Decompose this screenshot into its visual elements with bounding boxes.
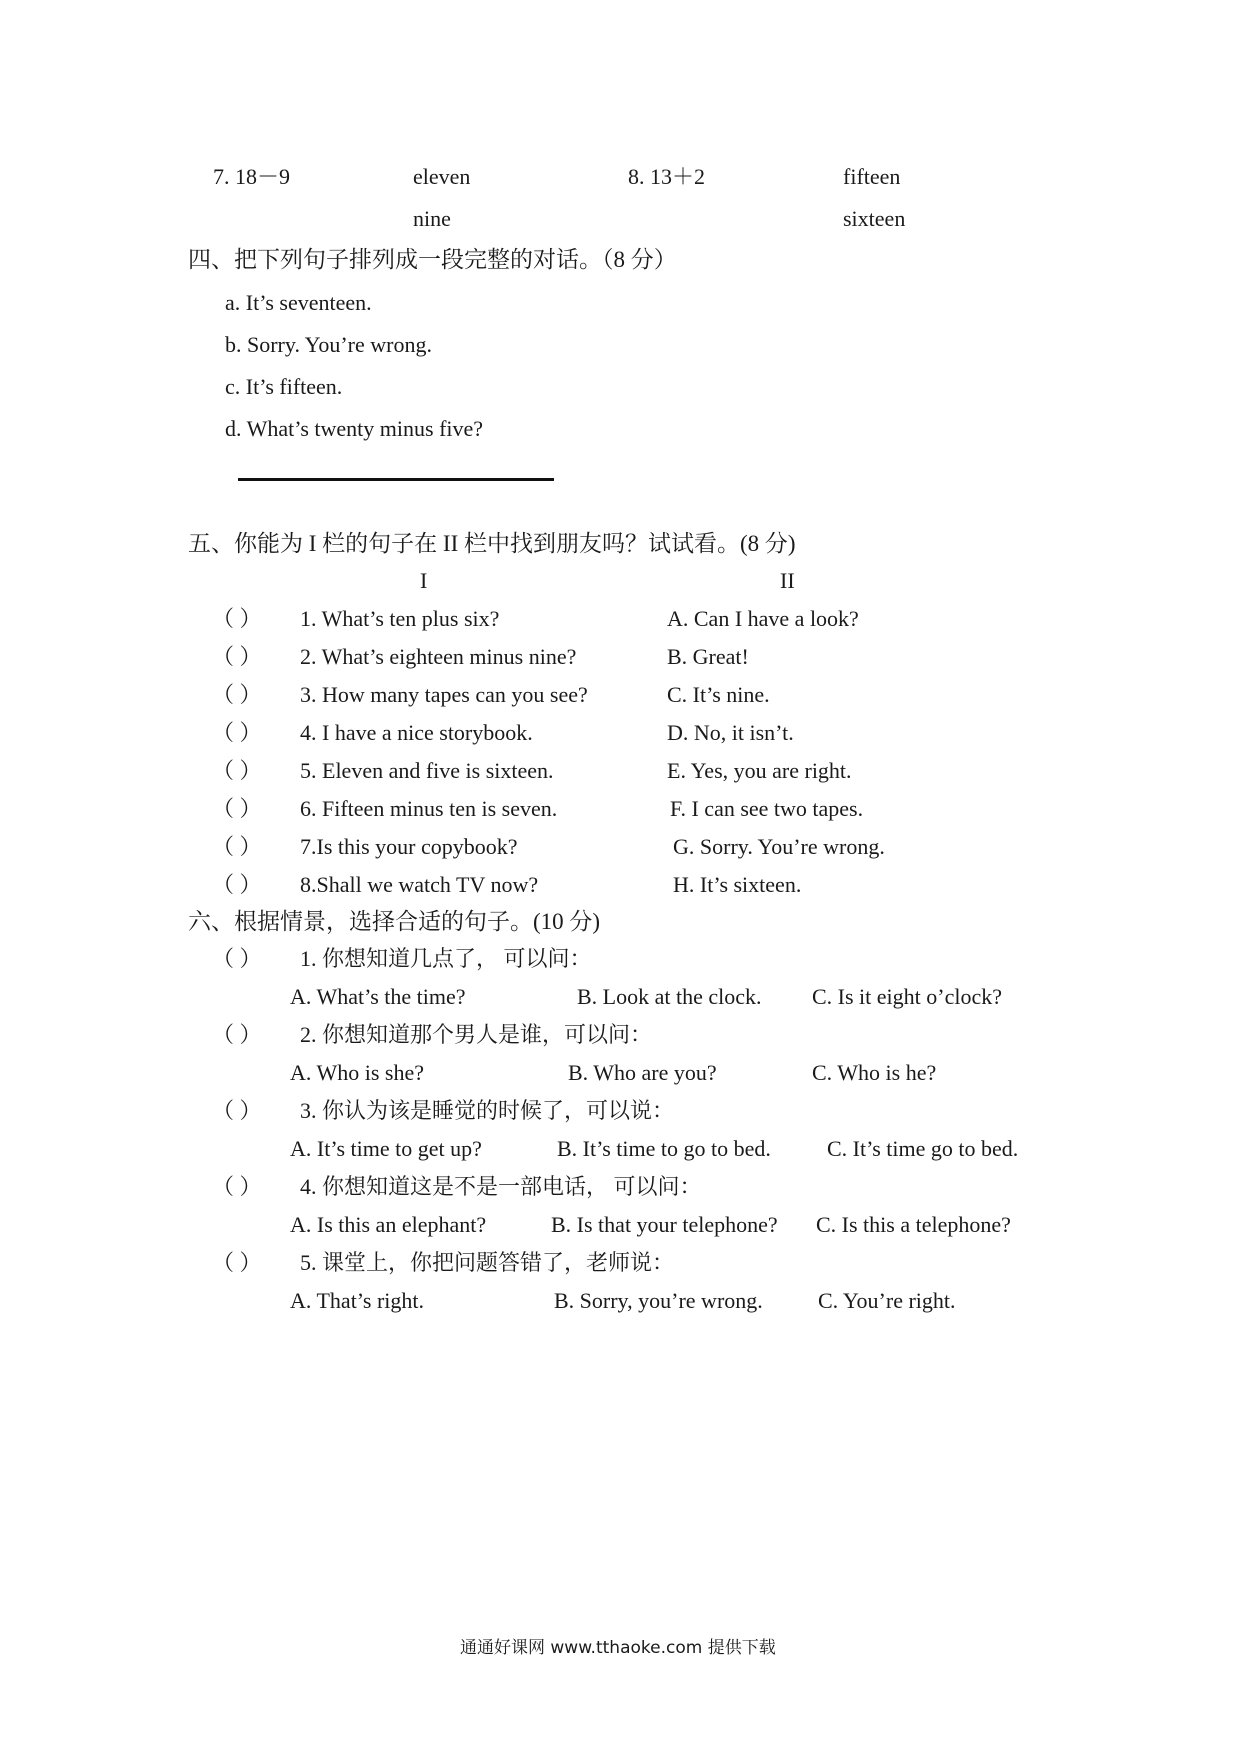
question-3: 3. 你认为该是睡觉的时候了，可以说： xyxy=(300,1098,675,1123)
answer-paren[interactable]: （ ） xyxy=(212,606,262,631)
question-4: 4. 你想知道这是不是一部电话， 可以问： xyxy=(300,1174,702,1199)
match-left-7: 7.Is this your copybook? xyxy=(300,834,518,859)
match-right-b: B. Great! xyxy=(667,644,749,669)
match-right-a: A. Can I have a look? xyxy=(667,606,859,631)
section5-title: 五、你能为 I 栏的句子在 II 栏中找到朋友吗？试试看。(8 分) xyxy=(188,531,796,556)
answer-paren[interactable]: （ ） xyxy=(212,872,262,897)
match-left-5: 5. Eleven and five is sixteen. xyxy=(300,758,554,783)
answer-paren[interactable]: （ ） xyxy=(212,946,262,971)
column-i-header: I xyxy=(420,568,428,593)
match-right-c: C. It’s nine. xyxy=(667,682,770,707)
answer-paren[interactable]: （ ） xyxy=(212,720,262,745)
question-2-option-a: A. Who is she? xyxy=(290,1060,425,1085)
answer-paren[interactable]: （ ） xyxy=(212,834,262,859)
question-3-option-b: B. It’s time to go to bed. xyxy=(557,1136,771,1161)
match-left-3: 3. How many tapes can you see? xyxy=(300,682,588,707)
item8-option-b: sixteen xyxy=(843,206,906,231)
match-left-2: 2. What’s eighteen minus nine? xyxy=(300,644,577,669)
match-left-6: 6. Fifteen minus ten is seven. xyxy=(300,796,558,821)
match-right-g: G. Sorry. You’re wrong. xyxy=(673,834,885,859)
answer-paren[interactable]: （ ） xyxy=(212,1250,262,1275)
answer-paren[interactable]: （ ） xyxy=(212,644,262,669)
question-4-option-a: A. Is this an elephant? xyxy=(290,1212,487,1237)
item8-option-a: fifteen xyxy=(843,164,901,189)
question-1-option-a: A. What’s the time? xyxy=(290,984,466,1009)
answer-paren[interactable]: （ ） xyxy=(212,796,262,821)
question-1-option-c: C. Is it eight o’clock? xyxy=(812,984,1003,1009)
match-right-h: H. It’s sixteen. xyxy=(673,872,802,897)
match-left-1: 1. What’s ten plus six? xyxy=(300,606,500,631)
question-2-option-b: B. Who are you? xyxy=(568,1060,717,1085)
question-4-option-c: C. Is this a telephone? xyxy=(816,1212,1011,1237)
sentence-b: b. Sorry. You’re wrong. xyxy=(225,332,432,357)
item7-option-b: nine xyxy=(413,206,451,231)
question-5-option-b: B. Sorry, you’re wrong. xyxy=(554,1288,763,1313)
section4-title: 四、把下列句子排列成一段完整的对话。（8 分） xyxy=(188,247,677,272)
answer-paren[interactable]: （ ） xyxy=(212,682,262,707)
question-1: 1. 你想知道几点了， 可以问： xyxy=(300,946,592,971)
item7-option-a: eleven xyxy=(413,164,471,189)
match-left-4: 4. I have a nice storybook. xyxy=(300,720,533,745)
question-1-option-b: B. Look at the clock. xyxy=(577,984,762,1009)
item8-expression: 8. 13＋2 xyxy=(628,164,706,189)
question-2: 2. 你想知道那个男人是谁，可以问： xyxy=(300,1022,653,1047)
question-3-option-c: C. It’s time go to bed. xyxy=(827,1136,1019,1161)
match-right-e: E. Yes, you are right. xyxy=(667,758,852,783)
question-3-option-a: A. It’s time to get up? xyxy=(290,1136,482,1161)
sentence-a: a. It’s seventeen. xyxy=(225,290,372,315)
match-left-8: 8.Shall we watch TV now? xyxy=(300,872,539,897)
question-5: 5. 课堂上，你把问题答错了，老师说： xyxy=(300,1250,675,1275)
item7-expression: 7. 18－9 xyxy=(213,164,291,189)
answer-paren[interactable]: （ ） xyxy=(212,1174,262,1199)
match-right-d: D. No, it isn’t. xyxy=(667,720,794,745)
question-5-option-a: A. That’s right. xyxy=(290,1288,425,1313)
sentence-c: c. It’s fifteen. xyxy=(225,374,343,399)
answer-paren[interactable]: （ ） xyxy=(212,1098,262,1123)
question-2-option-c: C. Who is he? xyxy=(812,1060,937,1085)
match-right-f: F. I can see two tapes. xyxy=(670,796,864,821)
question-4-option-b: B. Is that your telephone? xyxy=(551,1212,778,1237)
column-ii-header: II xyxy=(780,568,795,593)
footer-credit: 通通好课网 www.tthaoke.com 提供下载 xyxy=(460,1638,776,1658)
answer-paren[interactable]: （ ） xyxy=(212,1022,262,1047)
answer-line[interactable] xyxy=(238,478,554,481)
sentence-d: d. What’s twenty minus five? xyxy=(225,416,484,441)
question-5-option-c: C. You’re right. xyxy=(818,1288,956,1313)
section6-title: 六、根据情景，选择合适的句子。(10 分) xyxy=(188,909,601,934)
answer-paren[interactable]: （ ） xyxy=(212,758,262,783)
